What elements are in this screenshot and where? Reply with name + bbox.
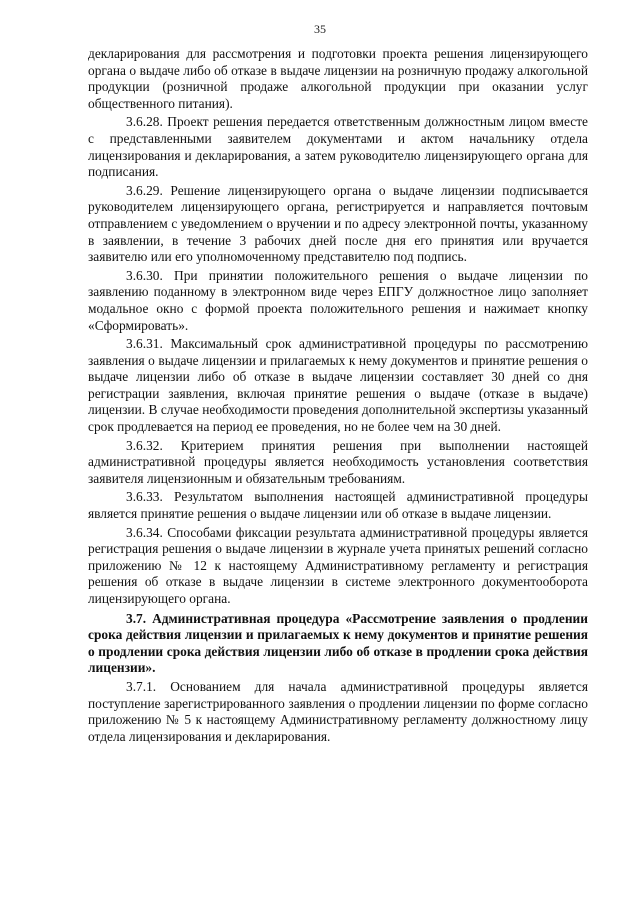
section-heading-3-7: 3.7. Административная процедура «Рассмотрение заявления о продлении срока действия лицензии и прилагаемых к нему документов и принятие решения о продлении срока действия лицензии либо об отказе в продлении срока действия лицензии».: [88, 610, 588, 676]
paragraph-3-6-28: 3.6.28. Проект решения передается ответственным должностным лицом вместе с представленными заявителем документами и актом начальнику отдела лицензирования и декларирования, а затем руководителю лицензирующего органа для подписания.: [88, 114, 588, 180]
paragraph-3-6-32: 3.6.32. Критерием принятия решения при выполнении настоящей административной процедуры является необходимость установления соответствия заявителя лицензионным и обязательным требованиям.: [88, 437, 588, 486]
paragraph-3-6-30: 3.6.30. При принятии положительного решения о выдаче лицензии по заявлению поданному в электронном виде через ЕПГУ должностное лицо заполняет модальное окно с формой проекта положительного решения и нажимает кнопку «Сформировать».: [88, 267, 588, 333]
paragraph-3-6-31: 3.6.31. Максимальный срок административной процедуры по рассмотрению заявления о выдаче лицензии и прилагаемых к нему документов и принятие решения о выдаче лицензии либо об отказе в выдаче лицензии составляет 30 дней со дня регистрации заявления, включая принятие решения о выдаче (отказе в выдаче) лицензии. В случае необходимости проведения дополнительной экспертизы указанный срок продлевается на период ее проведения, но не более чем на 30 дней.: [88, 336, 588, 435]
document-body: [88, 46, 588, 745]
paragraph-continuation: декларирования для рассмотрения и подготовки проекта решения лицензирующего органа о выдаче либо об отказе в выдаче лицензии на розничную продажу алкогольной продукции (розничной продаже алкогольной продукции при оказании услуг общественного питания).: [88, 46, 588, 111]
paragraph-3-7-1: 3.7.1. Основанием для начала административной процедуры является поступление зарегистрированного заявления о продлении лицензии по форме согласно приложению № 5 к настоящему Административному регламенту должностному лицу отдела лицензирования и декларирования.: [88, 678, 588, 744]
paragraph-3-6-33: 3.6.33. Результатом выполнения настоящей административной процедуры является принятие решения о выдаче лицензии или об отказе в выдаче лицензии.: [88, 489, 588, 522]
paragraph-3-6-34: 3.6.34. Способами фиксации результата административной процедуры является регистрация решения о выдаче лицензии в журнале учета принятых решений согласно приложению № 12 к настоящему Административному регламенту и регистрация решения об отказе в выдаче лицензии в системе электронного документооборота лицензирующего органа.: [88, 524, 588, 606]
paragraph-3-6-29: 3.6.29. Решение лицензирующего органа о выдаче лицензии подписывается руководителем лицензирующего органа, регистрируется и направляется почтовым отправлением с уведомлением о вручении и по адресу электронной почты, указанному в заявлении, в течение 3 рабочих дней после дня его принятия или вручается заявителю или его уполномоченному представителю под подпись.: [88, 182, 588, 265]
page-number: 35: [314, 22, 326, 36]
